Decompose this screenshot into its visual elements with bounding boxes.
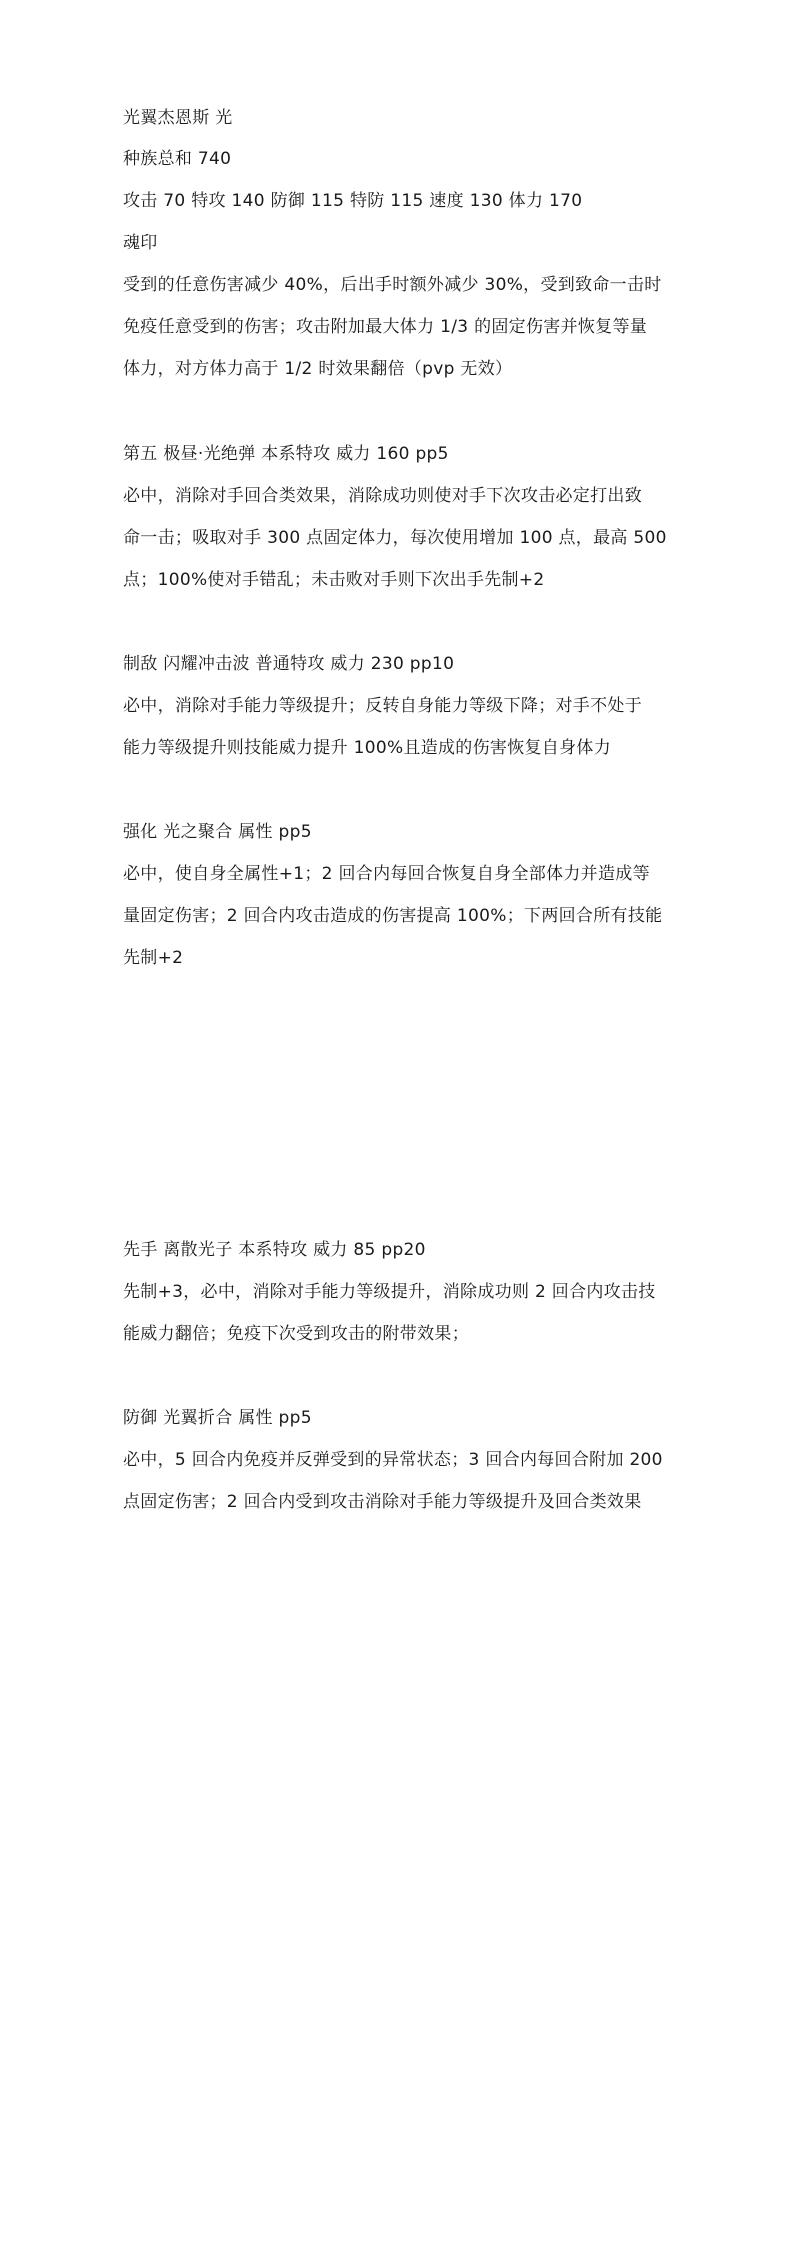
skill-description-line: 点固定伤害；2 回合内受到攻击消除对手能力等级提升及回合类效果: [123, 1492, 642, 1512]
skill-description-line: 先制+3，必中，消除对手能力等级提升，消除成功则 2 回合内攻击技: [123, 1282, 656, 1302]
skill-description-line: 必中，消除对手回合类效果，消除成功则使对手下次攻击必定打出致: [123, 486, 642, 506]
skill-description-line: 必中，消除对手能力等级提升；反转自身能力等级下降；对手不处于: [123, 696, 642, 716]
skill-description-line: 量固定伤害；2 回合内攻击造成的伤害提高 100%；下两回合所有技能: [123, 906, 663, 926]
skill-description-line: 先制+2: [123, 948, 184, 968]
skill-description-line: 必中，使自身全属性+1；2 回合内每回合恢复自身全部体力并造成等: [123, 864, 650, 884]
soul-mark-title: 魂印: [123, 233, 158, 253]
skill-title: 防御 光翼折合 属性 pp5: [123, 1408, 312, 1428]
stats-line: 攻击 70 特攻 140 防御 115 特防 115 速度 130 体力 170: [123, 191, 583, 211]
skill-description-line: 点；100%使对手错乱；未击败对手则下次出手先制+2: [123, 570, 545, 590]
skill-description-line: 能威力翻倍；免疫下次受到攻击的附带效果；: [123, 1324, 469, 1344]
skill-description-line: 必中，5 回合内免疫并反弹受到的异常状态；3 回合内每回合附加 200: [123, 1450, 663, 1470]
race-total-line: 种族总和 740: [123, 149, 232, 169]
soul-mark-text-line: 受到的任意伤害减少 40%，后出手时额外减少 30%，受到致命一击时: [123, 275, 662, 295]
soul-mark-text-line: 免疫任意受到的伤害；攻击附加最大体力 1/3 的固定伤害并恢复等量: [123, 317, 648, 337]
skill-title: 强化 光之聚合 属性 pp5: [123, 822, 312, 842]
pet-name-line: 光翼杰恩斯 光: [123, 108, 233, 128]
skill-title: 先手 离散光子 本系特攻 威力 85 pp20: [123, 1240, 426, 1260]
soul-mark-text-line: 体力，对方体力高于 1/2 时效果翻倍（pvp 无效）: [123, 359, 513, 379]
skill-description-line: 命一击；吸取对手 300 点固定体力，每次使用增加 100 点，最高 500: [123, 528, 667, 548]
skill-title: 第五 极昼·光绝弹 本系特攻 威力 160 pp5: [123, 444, 449, 464]
skill-title: 制敌 闪耀冲击波 普通特攻 威力 230 pp10: [123, 654, 455, 674]
skill-description-line: 能力等级提升则技能威力提升 100%且造成的伤害恢复自身体力: [123, 738, 612, 758]
